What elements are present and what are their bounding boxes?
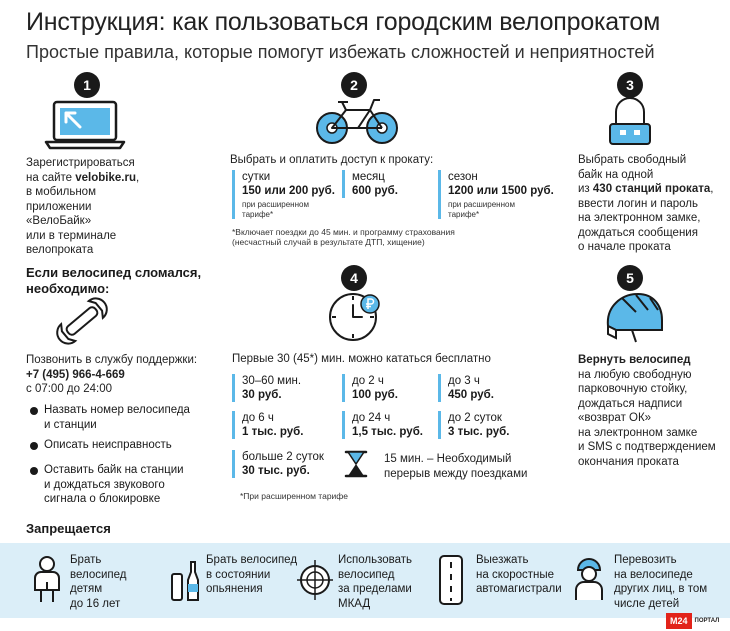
page-title: Инструкция: как пользоваться городским велопрокатом xyxy=(26,8,661,36)
rate-4: до 6 ч 1 тыс. руб. xyxy=(232,411,303,439)
rate-6: до 2 суток 3 тыс. руб. xyxy=(438,411,509,439)
step-3-text: Выбрать свободный байк на одной из 430 станций проката, ввести логин и пароль на электронном замке, дождаться сообщения о начале проката xyxy=(578,154,714,253)
ring-road-icon xyxy=(298,554,332,606)
bike-lock-icon xyxy=(606,96,654,148)
clock-icon xyxy=(326,292,384,342)
bottle-icon xyxy=(168,554,202,606)
step-1-text: Зарегистрироваться на сайте velobike.ru, в мобильном приложении «ВелоБайк» или в терминале велопроката xyxy=(26,157,140,256)
price-season: сезон 1200 или 1500 руб. при расширенном тарифе* xyxy=(438,170,554,219)
break-note: 15 мин. – Необходимый перерыв между поездками xyxy=(384,453,528,480)
m24-logo: M24 ПОРТАЛ xyxy=(666,613,719,629)
step-5-text: Вернуть велосипед на любую свободную парковочную стойку, дождаться надписи «возврат ОК» на электронном замке и SMS с подтверждением окончания проката xyxy=(578,354,716,468)
rate-3: до 3 ч 450 руб. xyxy=(438,374,494,402)
page-subtitle: Простые правила, которые помогут избежать сложностей и неприятностей xyxy=(26,42,655,62)
hourglass-icon xyxy=(344,450,368,478)
passenger-icon xyxy=(572,554,606,606)
price-month: месяц 600 руб. xyxy=(342,170,398,198)
step-3-number: 3 xyxy=(617,72,643,98)
bicycle-icon xyxy=(314,98,400,148)
step-4-number: 4 xyxy=(341,265,367,291)
step-1-number: 1 xyxy=(74,72,100,98)
wrench-icon xyxy=(54,296,110,346)
step-5-number: 5 xyxy=(617,265,643,291)
broken-heading: Если велосипед сломался, необходимо: xyxy=(26,265,202,296)
step-2-intro: Выбрать и оплатить доступ к прокату: xyxy=(230,154,434,166)
child-icon xyxy=(30,554,64,606)
helmet-icon xyxy=(602,290,666,346)
support-block: Позвонить в службу поддержки: +7 (495) 966-4-669 с 07:00 до 24:00 xyxy=(26,354,198,395)
rate-5: до 24 ч 1,5 тыс. руб. xyxy=(342,411,423,439)
laptop-icon xyxy=(46,100,126,150)
forbidden-title: Запрещается xyxy=(26,521,111,536)
support-phone[interactable]: +7 (495) 966-4-669 xyxy=(26,368,125,381)
price-day: сутки 150 или 200 руб. при расширенном тарифе* xyxy=(232,170,335,219)
rate-1: 30–60 мин. 30 руб. xyxy=(232,374,301,402)
highway-icon xyxy=(436,554,470,606)
step-4-intro: Первые 30 (45*) мин. можно кататься бесплатно xyxy=(232,353,491,365)
step-4-footnote: *При расширенном тарифе xyxy=(240,491,349,501)
step-2-number: 2 xyxy=(341,72,367,98)
velobike-link[interactable]: velobike.ru xyxy=(75,171,136,184)
rate-2: до 2 ч 100 руб. xyxy=(342,374,398,402)
step-2-footnote: *Включает поездки до 45 мин. и программу страхования (несчастный случай в результате ДТП, хищение) xyxy=(232,227,455,247)
rate-7: больше 2 суток 30 тыс. руб. xyxy=(232,450,324,478)
